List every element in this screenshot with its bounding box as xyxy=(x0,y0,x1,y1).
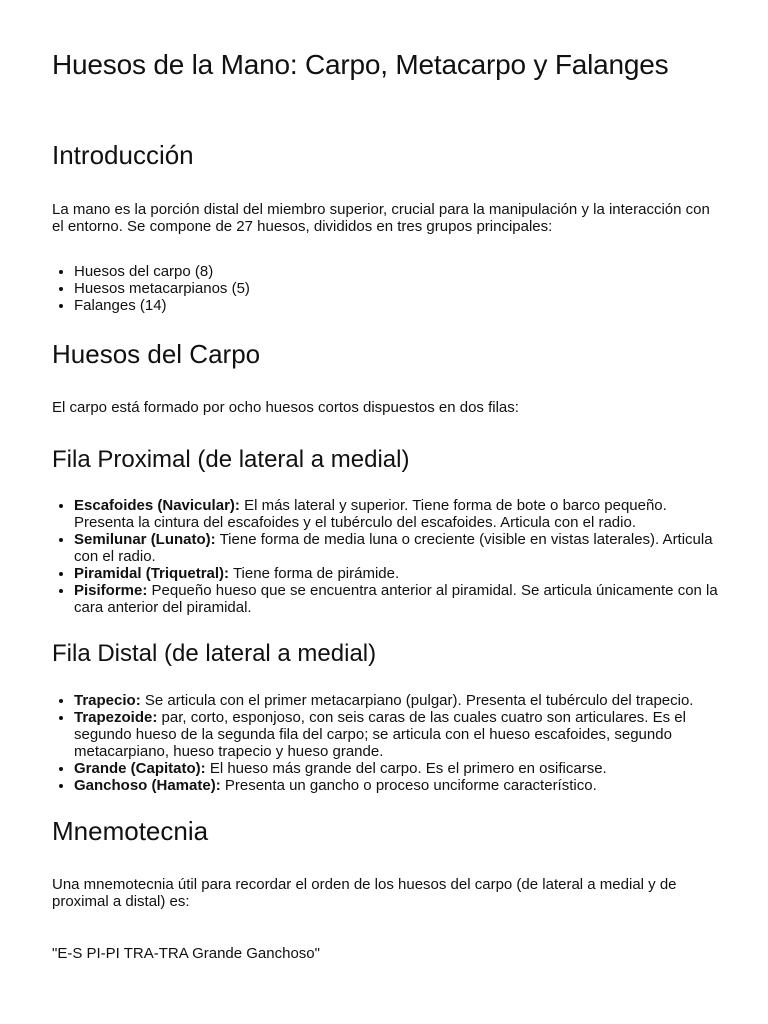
page-title: Huesos de la Mano: Carpo, Metacarpo y Falanges xyxy=(52,49,669,80)
list-item xyxy=(74,531,720,565)
item-description: El más lateral y superior. Tiene forma de bote o barco pequeño. Presenta la cintura del escafoides y el tubérculo del escafoides. Articula con el radio. xyxy=(74,497,667,531)
list-item xyxy=(74,777,720,794)
item-term: Piramidal (Triquetral): xyxy=(74,565,230,582)
mnemo-quote: "E-S PI-PI TRA-TRA Grande Ganchoso" xyxy=(52,945,320,962)
item-description: Tiene forma de media luna o creciente (visible en vistas laterales). Articula con el radio. xyxy=(74,531,713,565)
list-item: • Huesos metacarpianos (5) xyxy=(74,280,720,297)
mnemo-paragraph: Una mnemotecnia útil para recordar el orden de los huesos del carpo (de lateral a medial y de proximal a distal) es: xyxy=(52,876,677,910)
item-term: Grande (Capitato): xyxy=(74,760,206,777)
list-item xyxy=(74,692,720,709)
list-item xyxy=(74,709,720,760)
item-description: par, corto, esponjoso, con seis caras de las cuales cuatro son articulares. Es el segundo hueso de la segunda fila del carpo; se articula con el hueso escafoides, segundo metacarpiano, hueso trapecio y hueso grande. xyxy=(74,709,686,760)
item-description: Se articula con el primer metacarpiano (pulgar). Presenta el tubérculo del trapecio. xyxy=(140,692,694,709)
list-item: • Falanges (14) xyxy=(74,297,720,314)
distal-heading: Fila Distal (de lateral a medial) xyxy=(52,640,377,667)
item-description: El hueso más grande del carpo. Es el primero en osificarse. xyxy=(205,760,607,777)
intro-paragraph: La mano es la porción distal del miembro superior, crucial para la manipulación y la interacción con el entorno. Se compone de 27 huesos, divididos en tres grupos principales: xyxy=(52,201,710,235)
item-description: Presenta un gancho o proceso unciforme característico. xyxy=(220,777,597,794)
item-term: Trapecio: xyxy=(74,692,141,709)
list-item xyxy=(74,565,720,582)
list-item xyxy=(74,497,720,531)
distal-list xyxy=(52,692,720,794)
list-item xyxy=(74,582,720,616)
item-description: Pequeño hueso que se encuentra anterior al piramidal. Se articula únicamente con la cara anterior del piramidal. xyxy=(74,582,718,616)
list-item: • Huesos del carpo (8) xyxy=(74,263,720,280)
mnemo-heading: Mnemotecnia xyxy=(52,816,209,846)
item-term: Trapezoide: xyxy=(74,709,158,726)
proximal-heading: Fila Proximal (de lateral a medial) xyxy=(52,446,410,473)
proximal-list xyxy=(52,497,720,616)
list-item xyxy=(74,760,720,777)
item-term: Pisiforme: xyxy=(74,582,148,599)
intro-heading: Introducción xyxy=(52,140,194,170)
item-term: Escafoides (Navicular): xyxy=(74,497,240,514)
item-term: Semilunar (Lunato): xyxy=(74,531,216,548)
carpo-heading: Huesos del Carpo xyxy=(52,339,261,369)
intro-list xyxy=(52,263,720,314)
item-term: Ganchoso (Hamate): xyxy=(74,777,221,794)
carpo-paragraph: El carpo está formado por ocho huesos cortos dispuestos en dos filas: xyxy=(52,399,519,416)
item-description: Tiene forma de pirámide. xyxy=(229,565,400,582)
